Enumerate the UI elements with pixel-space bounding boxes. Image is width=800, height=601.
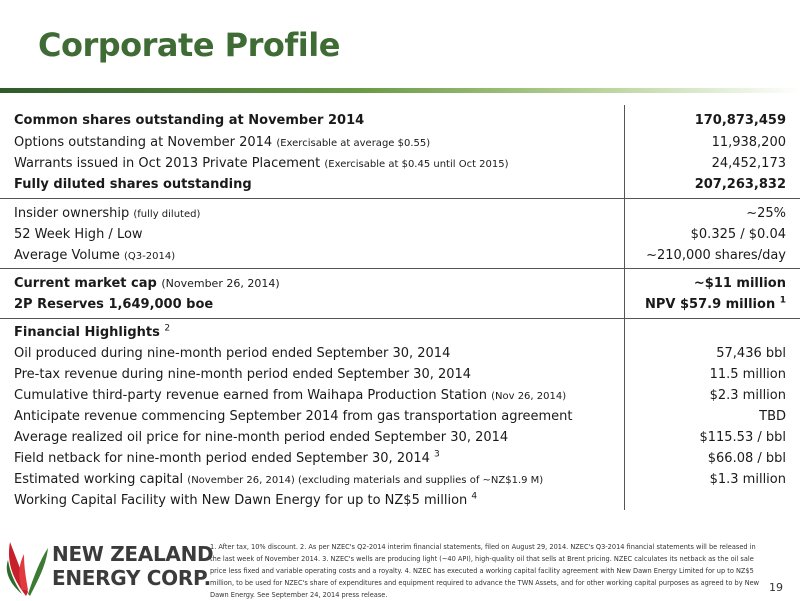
footnote-marker: 2	[164, 323, 171, 334]
row-value: 24,452,173	[711, 156, 786, 171]
footnote-marker: 3	[434, 449, 440, 460]
profile-row-options	[14, 132, 786, 154]
section-divider	[0, 198, 800, 199]
profile-row-avg-volume	[14, 245, 786, 267]
profile-row-insider	[14, 203, 786, 225]
row-value: ~25%	[746, 206, 786, 221]
logo-text-line1: NEW ZEALAND	[52, 542, 214, 566]
row-label: Warrants issued in Oct 2013 Private Placement	[14, 156, 321, 171]
row-label: Fully diluted shares outstanding	[14, 177, 252, 192]
row-label: Pre-tax revenue during nine-month period ended September 30, 2014	[14, 367, 472, 382]
row-note: (November 26, 2014) (excluding materials and supplies of ~NZ$1.9 M)	[187, 475, 544, 486]
title-divider	[0, 88, 800, 93]
row-label: 2P Reserves 1,649,000 boe	[14, 297, 214, 312]
row-label: Common shares outstanding at November 2014	[14, 113, 365, 128]
row-value: 11.5 million	[709, 367, 786, 382]
row-label: Options outstanding at November 2014	[14, 135, 273, 150]
row-value: $66.08 / bbl	[707, 451, 786, 466]
financial-row	[14, 385, 786, 407]
section-divider	[0, 318, 800, 319]
row-label: 52 Week High / Low	[14, 227, 143, 242]
row-label: Cumulative third-party revenue earned from Waihapa Production Station	[14, 388, 487, 403]
row-value: NPV $57.9 million	[645, 297, 776, 312]
profile-row-market-cap	[14, 273, 786, 295]
row-value: $0.325 / $0.04	[690, 227, 786, 242]
footnotes: 1. After tax, 10% discount. 2. As per NZEC's Q2-2014 interim financial statements, filed on August 29, 2014. NZEC's Q3-2014 financial statements will be released in the last week of November 2014. 3. NZEC's wells are producing light (~40 API), high-quality oil that sells at Brent pricing. NZEC calculates its netback as the oil sale price less fixed and variable operating costs and a royalty. 4. NZEC has executed a working capital facility agreement with New Dawn Energy Limited for up to NZ$5 million, to be used for NZEC's share of expenditures and equipment required to advance the TWN Assets, and for other working capital purposes as agreed to by New Dawn Energy. See September 24, 2014 press release.	[210, 543, 760, 599]
financial-row	[14, 364, 786, 386]
profile-row-52-week	[14, 224, 786, 246]
financial-highlights-heading	[14, 322, 786, 344]
row-value: 11,938,200	[711, 135, 786, 150]
footnote-marker: 1	[779, 295, 786, 306]
financial-row	[14, 490, 786, 512]
logo-text-line2: ENERGY CORP.	[52, 566, 211, 590]
row-label: Average realized oil price for nine-month period ended September 30, 2014	[14, 430, 509, 445]
row-value: 207,263,832	[694, 177, 786, 192]
row-value: 170,873,459	[694, 113, 786, 128]
financial-row	[14, 343, 786, 365]
page-number: 19	[769, 581, 783, 594]
row-label: Field netback for nine-month period ended September 30, 2014	[14, 451, 430, 466]
row-label: Insider ownership	[14, 206, 130, 221]
row-note: (fully diluted)	[133, 209, 201, 220]
company-logo	[0, 520, 214, 600]
profile-row-fully-diluted	[14, 174, 786, 196]
profile-row-reserves	[14, 294, 786, 316]
row-label: Oil produced during nine-month period ended September 30, 2014	[14, 346, 451, 361]
profile-row-warrants	[14, 153, 786, 175]
row-value: $1.3 million	[709, 472, 786, 487]
row-label: Average Volume	[14, 248, 120, 263]
row-value: ~$11 million	[693, 276, 786, 291]
row-label: Working Capital Facility with New Dawn Energy for up to NZ$5 million	[14, 493, 468, 508]
financial-row	[14, 448, 786, 470]
row-note: (November 26, 2014)	[161, 277, 280, 290]
financial-row	[14, 427, 786, 449]
row-value: $115.53 / bbl	[699, 430, 786, 445]
section-divider	[0, 268, 800, 269]
financial-row	[14, 406, 786, 428]
row-note: (Q3-2014)	[124, 251, 176, 262]
profile-row-common-shares	[14, 110, 786, 132]
row-note: (Exercisable at $0.45 until Oct 2015)	[324, 159, 509, 170]
row-note: (Nov 26, 2014)	[491, 391, 567, 402]
row-value: TBD	[759, 409, 786, 424]
page-title: Corporate Profile	[38, 26, 340, 64]
row-value: $2.3 million	[709, 388, 786, 403]
section-heading: Financial Highlights	[14, 325, 160, 340]
row-label: Estimated working capital	[14, 472, 184, 487]
row-value: 57,436 bbl	[716, 346, 786, 361]
row-label: Current market cap	[14, 276, 157, 291]
row-label: Anticipate revenue commencing September 2014 from gas transportation agreement	[14, 409, 573, 424]
footnote-marker: 4	[471, 491, 478, 502]
financial-row	[14, 469, 786, 491]
fern-logo-icon	[0, 520, 52, 600]
row-note: (Exercisable at average $0.55)	[276, 138, 431, 149]
row-value: ~210,000 shares/day	[646, 248, 786, 263]
